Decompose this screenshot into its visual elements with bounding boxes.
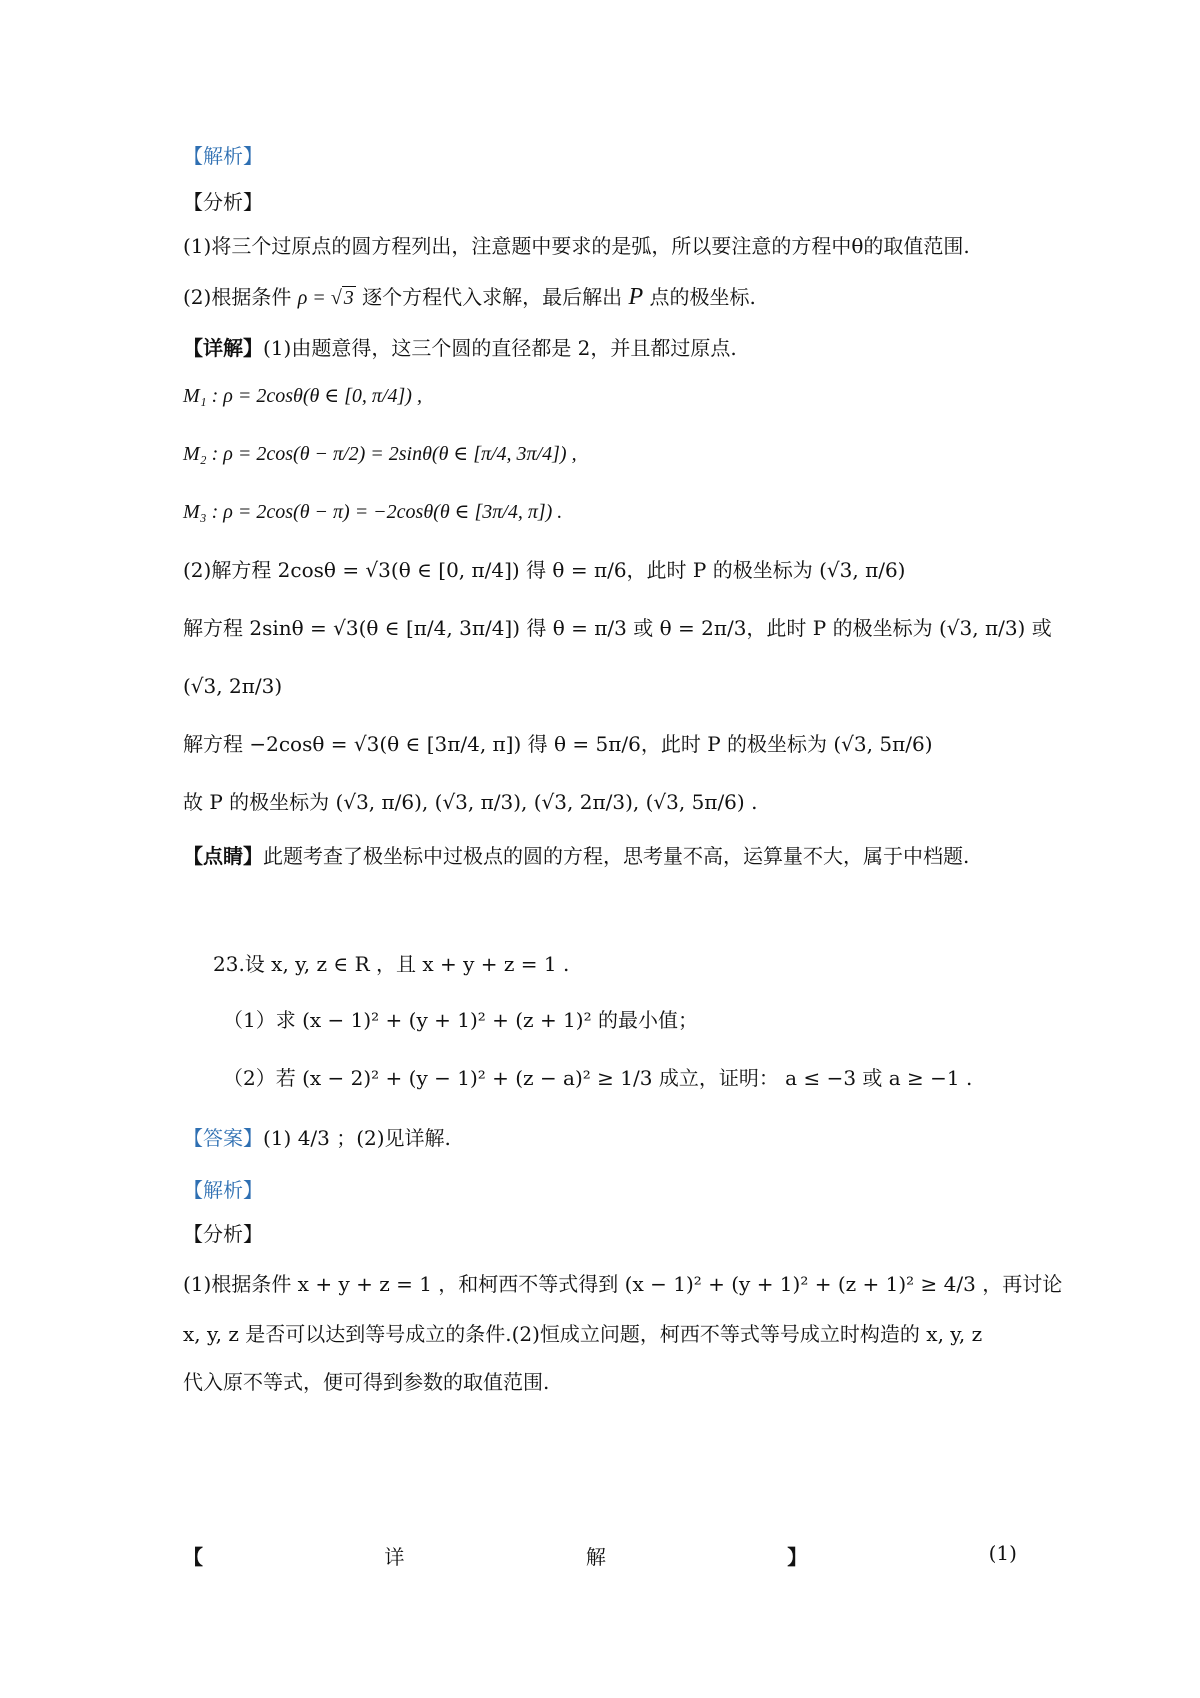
detail-open-bracket: 【 [183, 1545, 203, 1569]
detail-close-bracket: 】 [787, 1545, 808, 1569]
jiexi-label-2: 【解析】 [183, 1178, 263, 1202]
fenxi-line-1: (1)将三个过原点的圆方程列出，注意题中要求的是弧，所以要注意的方程中θ的取值范围. [183, 234, 970, 258]
solution-2-e: 故 P 的极坐标为 (√3, π/6), (√3, π/3), (√3, 2π/3), (√3, 5π/6) . [183, 790, 758, 814]
question-23-part-1: （1）求 (x − 1)² + (y + 1)² + (z + 1)² 的最小值； [223, 1008, 698, 1032]
rho-equals-sqrt3: ρ = √ 3 [297, 287, 354, 309]
dianjing-text: 此题考查了极坐标中过极点的圆的方程，思考量不高，运算量不大，属于中档题. [263, 844, 970, 868]
jiexi-label: 【解析】 [183, 144, 263, 168]
xiangjie-text: (1)由题意得，这三个圆的直径都是 2，并且都过原点. [263, 336, 737, 360]
q23-fenxi-line-3: 代入原不等式，便可得到参数的取值范围. [183, 1370, 550, 1394]
fenxi-label: 【分析】 [183, 190, 263, 214]
fenxi-line-2 [183, 283, 756, 312]
xiangjie-line [183, 334, 737, 362]
question-23-stem: 23.设 x, y, z ∈ R ，且 x + y + z = 1 . [213, 952, 570, 976]
equation-m2: M₂ : ρ = 2cos(θ − π/2) = 2sinθ(θ ∈ [π/4, 3π/4]) , [183, 443, 577, 465]
xiangjie-label: 【详解】 [183, 336, 263, 360]
q23-fenxi-line-2: x, y, z 是否可以达到等号成立的条件.(2)恒成立问题，柯西不等式等号成立时构造的 x, y, z [183, 1322, 983, 1346]
answer-label: 【答案】 [183, 1126, 263, 1150]
dianjing-label: 【点睛】 [183, 844, 263, 868]
detail-heading-row [183, 1541, 1017, 1569]
answer-line [183, 1124, 451, 1152]
detail-char-xiang: 详 [384, 1545, 405, 1569]
solution-2-b: 解方程 2sinθ = √3(θ ∈ [π/4, 3π/4]) 得 θ = π/3 或 θ = 2π/3，此时 P 的极坐标为 (√3, π/3) 或 [183, 616, 1052, 640]
question-23-part-2: （2）若 (x − 2)² + (y − 1)² + (z − a)² ≥ 1/3 成立，证明： a ≤ −3 或 a ≥ −1 . [223, 1066, 973, 1090]
solution-2-c: (√3, 2π/3) [183, 674, 283, 698]
fenxi-label-2: 【分析】 [183, 1222, 263, 1246]
equation-m1: M₁ : ρ = 2cosθ(θ ∈ [0, π/4]) , [183, 385, 422, 407]
solution-2-a: (2)解方程 2cosθ = √3(θ ∈ [0, π/4]) 得 θ = π/6，此时 P 的极坐标为 (√3, π/6) [183, 558, 906, 582]
point-p: P [628, 284, 644, 310]
fenxi-line-2-part-c: 点的极坐标. [649, 285, 756, 309]
fenxi-line-2-part-a: (2)根据条件 [183, 285, 292, 309]
q23-fenxi-line-1: (1)根据条件 x + y + z = 1 ，和柯西不等式得到 (x − 1)² + (y + 1)² + (z + 1)² ≥ 4/3 ，再讨论 [183, 1272, 1063, 1296]
solution-2-d: 解方程 −2cosθ = √3(θ ∈ [3π/4, π]) 得 θ = 5π/6，此时 P 的极坐标为 (√3, 5π/6) [183, 732, 933, 756]
detail-part-1: (1) [988, 1541, 1017, 1565]
equation-m3: M₃ : ρ = 2cos(θ − π) = −2cosθ(θ ∈ [3π/4, π]) . [183, 501, 563, 523]
fenxi-line-2-part-b: 逐个方程代入求解，最后解出 [362, 285, 623, 309]
detail-char-jie: 解 [585, 1545, 606, 1569]
dianjing-line [183, 842, 969, 870]
answer-text: (1) 4/3 ；(2)见详解. [263, 1126, 451, 1150]
